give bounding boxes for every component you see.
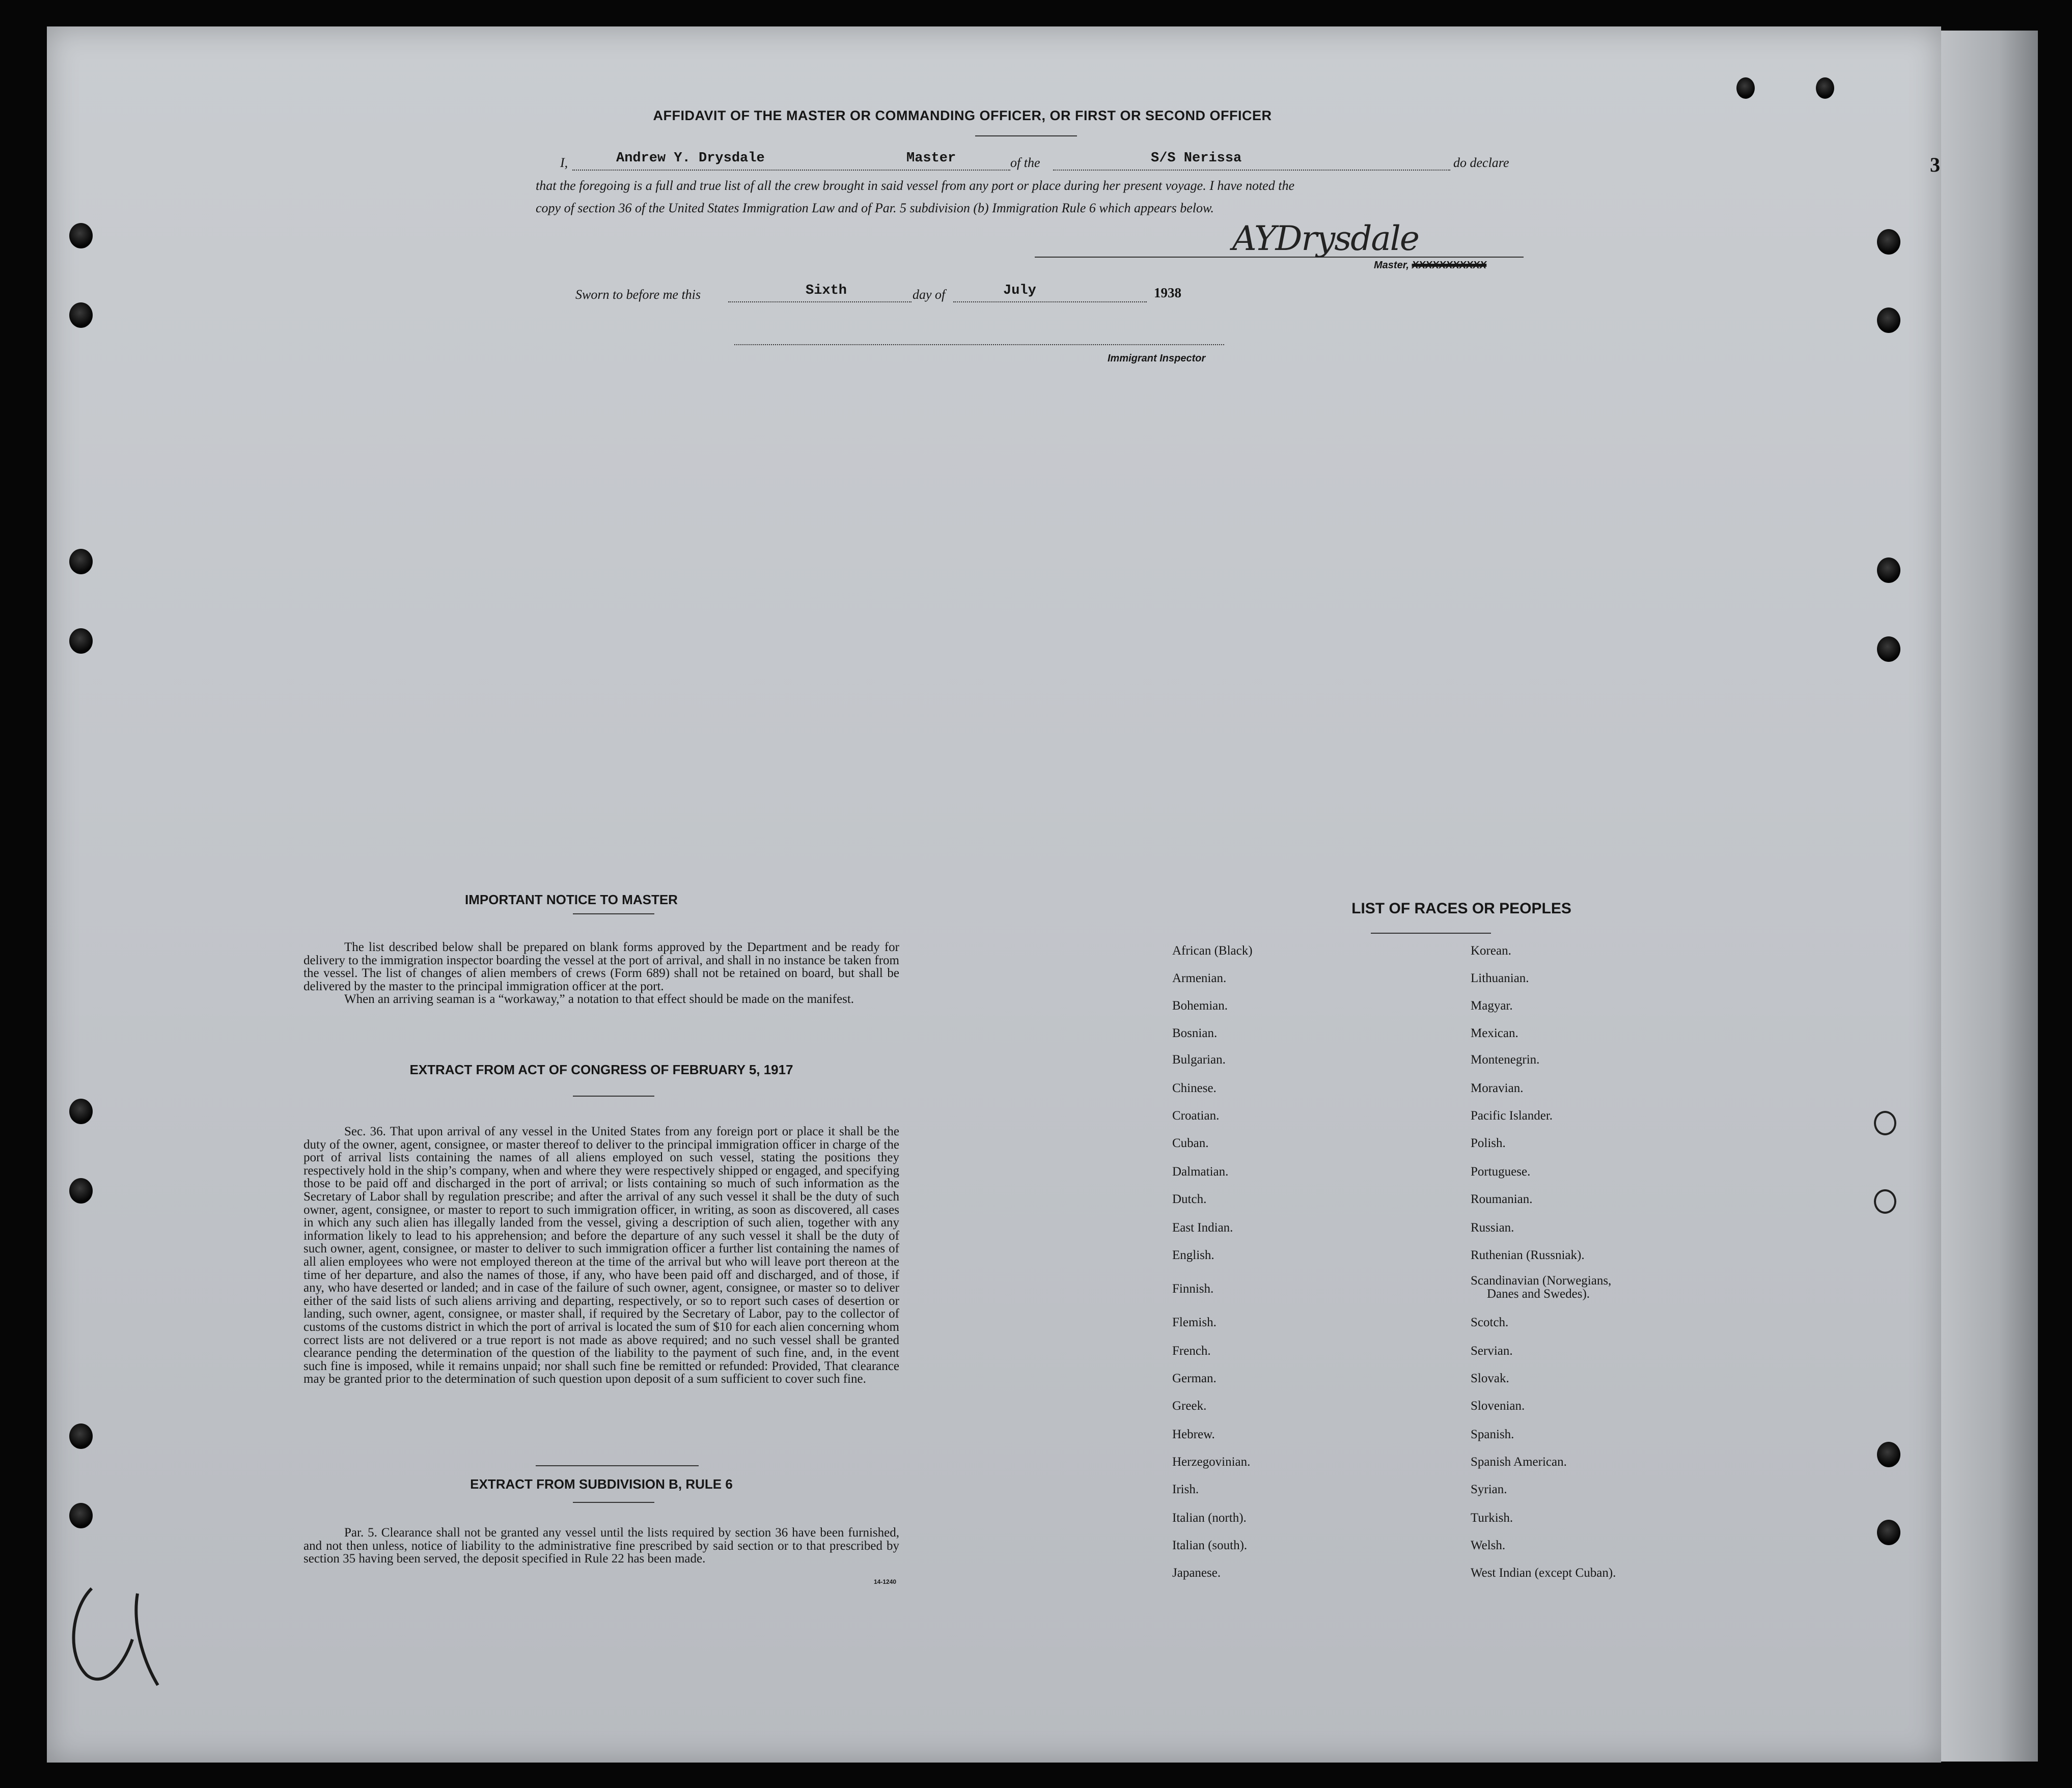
race-item: Turkish. [1471, 1511, 1513, 1525]
sworn-label: Sworn to before me this [575, 287, 701, 302]
binder-hole [69, 223, 93, 248]
signature-caption-master: Master, [1374, 260, 1409, 271]
race-item: French. [1172, 1344, 1211, 1358]
binder-hole [1874, 1189, 1896, 1214]
signature-caption [1374, 260, 1486, 271]
section-36-text: Sec. 36. That upon arrival of any vessel in the United States from any foreign port or place it shall be the duty of the owner, agent, consignee, or master thereof to deliver to the principal immigration officer in charge of the port of arrival lists containing the names of all aliens employed on such vessel, stating the positions they respectively hold in the ship’s company, when and where they were respectively shipped or engaged, and specifying those to be paid off and discharged in the port of arrival; or lists containing so much of such information as the Secretary of Labor shall by regulation prescribe; and after the arrival of any such vessel it shall be the duty of such owner, agent, consignee, or master to report to such immigration officer, in writing, as soon as discovered, all cases in which any such alien has illegally landed from the vessel, giving a description of such alien, together with any information likely to lead to his apprehension; and before the departure of any such vessel it shall be the duty of such owner, agent, consignee, or master to deliver to such immigration officer a further list containing the names of all alien employees who were not employed thereon at the time of the arrival but who will leave port thereon at the time of her departure, and also the names of those, if any, who have been paid off and discharged, and of those, if any, who have deserted or landed; and in case of the failure of such owner, agent, consignee, or master so to deliver either of the said lists of such aliens arriving and departing, respectively, or so to report such cases of desertion or landing, such owner, agent, consignee, or master shall, if required by the Secretary of Labor, pay to the collector of customs of the customs district in which the port of arrival is located the sum of $10 for each alien concerning whom correct lists are not delivered or a true report is not made as above required; and no such vessel shall be granted clearance pending the determination of the question of the liability to the payment of such fine, and, in the event such fine is imposed, while it remains unpaid; nor shall such fine be remitted or refunded: Provided, That clearance may be granted prior to the determination of such question upon deposit of a sum sufficient to cover such fine. [303, 1125, 899, 1386]
binder-hole [1877, 229, 1900, 255]
affidavit-line-3: copy of section 36 of the United States Immigration Law and of Par. 5 subdivision (b) Immigration Rule 6 which appears below. [536, 201, 1214, 215]
binder-hole [69, 628, 93, 654]
master-signature: AYDrysdale [1232, 219, 1419, 258]
race-item: Ruthenian (Russniak). [1471, 1248, 1585, 1262]
extract-act-body [303, 1125, 899, 1386]
race-item: Servian. [1471, 1344, 1513, 1358]
race-item: Spanish American. [1471, 1455, 1567, 1469]
form-number: 14-1240 [874, 1578, 897, 1585]
extract-rule-top [536, 1465, 699, 1466]
binder-hole [1877, 557, 1900, 583]
extract-act-title: EXTRACT FROM ACT OF CONGRESS OF FEBRUARY 5, 1917 [409, 1062, 793, 1077]
binder-hole [1877, 1442, 1900, 1467]
master-name: Andrew Y. Drysdale [616, 151, 765, 166]
binder-hole [1877, 1520, 1900, 1545]
notice-paragraph-1: The list described below shall be prepared on blank forms approved by the Department and be ready for delivery to the immigration inspector boarding the vessel at the port of arrival, and shall in no instance be taken from the vessel. The list of changes of alien members of crews (Form 689) shall not be retained on board, but shall be delivered by the master to the principal immigration officer at the port. [303, 940, 899, 993]
race-item: Finnish. [1172, 1282, 1214, 1296]
sworn-day: Sixth [806, 283, 847, 298]
race-item: Chinese. [1172, 1081, 1217, 1095]
race-item: Slovak. [1471, 1372, 1509, 1385]
race-item: Syrian. [1471, 1483, 1507, 1496]
sworn-month-blank [953, 301, 1147, 302]
race-item: Spanish. [1471, 1428, 1514, 1441]
binder-hole [69, 549, 93, 574]
race-item: Croatian. [1172, 1109, 1220, 1123]
race-item: Portuguese. [1471, 1165, 1531, 1179]
race-item: Bohemian. [1172, 999, 1228, 1013]
binder-hole [69, 302, 93, 328]
race-item: Cuban. [1172, 1136, 1209, 1150]
race-item: Montenegrin. [1471, 1053, 1540, 1067]
race-item: African (Black) [1172, 944, 1253, 958]
binder-hole [69, 1503, 93, 1528]
race-item: Pacific Islander. [1471, 1109, 1553, 1123]
race-item: Moravian. [1471, 1081, 1524, 1095]
binder-hole [1877, 636, 1900, 662]
race-item: Greek. [1172, 1399, 1207, 1413]
notice-title: IMPORTANT NOTICE TO MASTER [465, 892, 678, 907]
par-5-text: Par. 5. Clearance shall not be granted any vessel until the lists required by section 36 have been furnished, and not then unless, notice of liability to the administrative fine prescribed by said section or to that prescribed by section 35 having been served, the deposit specified in Rule 22 has been made. [303, 1526, 899, 1566]
extract-rule-6-body [303, 1526, 899, 1566]
race-item: Italian (north). [1172, 1511, 1247, 1525]
race-item: Korean. [1471, 944, 1511, 958]
race-item: Italian (south). [1172, 1539, 1248, 1552]
race-item: Scandinavian (Norwegians, [1471, 1274, 1612, 1288]
race-item: English. [1172, 1248, 1214, 1262]
sworn-month: July [1003, 283, 1036, 298]
affidavit-line-2: that the foregoing is a full and true list of all the crew brought in said vessel from any port or place during her present voyage. I have noted the [536, 178, 1294, 193]
do-declare-label: do declare [1453, 155, 1509, 170]
next-page-edge [1941, 31, 2038, 1762]
notice-body [303, 941, 899, 1006]
race-item: Bosnian. [1172, 1026, 1218, 1040]
page-number: 3 [1930, 153, 1940, 176]
binder-hole [1874, 1111, 1896, 1135]
inspector-caption: Immigrant Inspector [1108, 353, 1206, 364]
extract-rule-6-rule [573, 1502, 654, 1503]
handwritten-mark [61, 1578, 163, 1690]
ink-blot [1816, 77, 1834, 99]
notice-paragraph-2: When an arriving seaman is a “workaway,” a notation to that effect should be made on the manifest. [344, 992, 854, 1007]
race-item: Irish. [1172, 1483, 1199, 1496]
race-item: Roumanian. [1471, 1192, 1533, 1206]
name-blank [572, 170, 1010, 171]
race-item: Welsh. [1471, 1539, 1506, 1552]
race-item: Magyar. [1471, 999, 1513, 1013]
race-item: Mexican. [1471, 1026, 1518, 1040]
sworn-day-blank [728, 301, 911, 302]
race-item: Lithuanian. [1471, 971, 1529, 985]
race-item: Slovenian. [1471, 1399, 1525, 1413]
races-title: LIST OF RACES OR PEOPLES [1351, 900, 1571, 917]
race-item: German. [1172, 1372, 1217, 1385]
day-of-label: day of [913, 287, 946, 302]
race-item: Polish. [1471, 1136, 1506, 1150]
binder-hole [69, 1099, 93, 1124]
inspector-signature-line [734, 344, 1224, 345]
affidavit-title: AFFIDAVIT OF THE MASTER OR COMMANDING OFFICER, OR FIRST OR SECOND OFFICER [653, 108, 1272, 123]
binder-hole [1877, 308, 1900, 333]
race-item: East Indian. [1172, 1221, 1233, 1235]
race-item: Hebrew. [1172, 1428, 1215, 1441]
binder-hole [69, 1423, 93, 1449]
race-item: Bulgarian. [1172, 1053, 1226, 1067]
affidavit-prefix: I, [560, 155, 568, 170]
master-rank: Master [906, 151, 956, 166]
notice-rule [573, 913, 654, 914]
race-item: Flemish. [1172, 1316, 1217, 1329]
race-item: West Indian (except Cuban). [1471, 1566, 1616, 1580]
extract-rule-6-title: EXTRACT FROM SUBDIVISION B, RULE 6 [470, 1476, 733, 1492]
vessel-name: S/S Nerissa [1151, 151, 1242, 166]
race-item-continuation: Danes and Swedes). [1487, 1287, 1590, 1301]
binder-hole [69, 1178, 93, 1204]
of-the-label: of the [1010, 155, 1040, 170]
extract-act-rule [573, 1096, 654, 1097]
sworn-year: 1938 [1154, 285, 1181, 300]
race-item: Dutch. [1172, 1192, 1207, 1206]
race-item: Herzegovinian. [1172, 1455, 1251, 1469]
vessel-blank [1053, 170, 1450, 171]
title-rule [975, 135, 1077, 136]
signature-caption-struck: XXXXXXXXXXX [1412, 260, 1487, 271]
race-item: Scotch. [1471, 1316, 1509, 1329]
races-rule [1371, 933, 1491, 934]
race-item: Armenian. [1172, 971, 1227, 985]
ink-blot [1736, 77, 1755, 99]
race-item: Russian. [1471, 1221, 1514, 1235]
race-item: Japanese. [1172, 1566, 1221, 1580]
race-item: Dalmatian. [1172, 1165, 1229, 1179]
